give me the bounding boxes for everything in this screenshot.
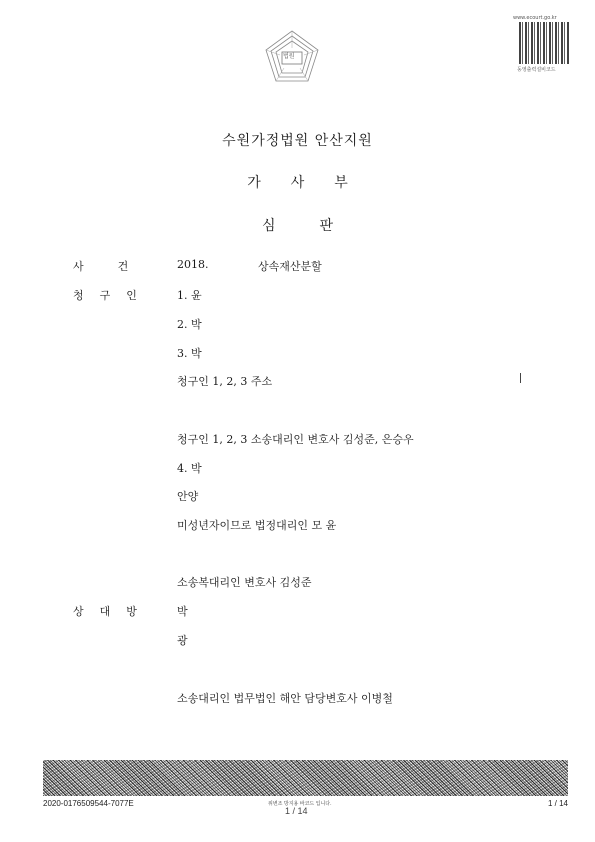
respondent-1: 박 [177, 605, 188, 618]
division-title: 가사부 [247, 175, 378, 191]
barcode-notice: 위변조 방지용 바코드 입니다. [268, 801, 332, 807]
respondent-label: 상대방 [73, 605, 153, 618]
claimant-attorney: 청구인 1, 2, 3 소송대리인 변호사 김성준, 은승우 [177, 433, 414, 446]
case-number: 2018. [177, 258, 209, 271]
claimant-location: 안양 [177, 490, 199, 503]
qr-url: www.ecourt.go.kr [513, 15, 557, 21]
claimant-2: 2. 박 [177, 318, 202, 331]
claimant-guardian: 미성년자이므로 법정대리인 모 윤 [177, 519, 337, 532]
document-type: 심판 [261, 218, 378, 234]
qr-code [519, 22, 569, 64]
court-name: 수원가정법원 안산지원 [222, 133, 373, 149]
anti-forgery-barcode [43, 760, 568, 796]
seal-label: 법원 [283, 53, 295, 60]
respondent-2: 광 [177, 634, 188, 647]
address-mark [520, 373, 521, 383]
document-id: 2020-0176509544-7077E [43, 799, 134, 808]
sub-attorney: 소송복대리인 변호사 김성준 [177, 576, 312, 589]
claimant-address: 청구인 1, 2, 3 주소 [177, 375, 273, 388]
page-number-center: 1 / 14 [285, 806, 308, 816]
claimant-label: 청구인 [73, 289, 153, 302]
qr-caption: 동영출력설비코드 [517, 67, 556, 73]
respondent-attorney: 소송대리인 법무법인 해안 담당변호사 이병철 [177, 692, 393, 705]
claimant-4: 4. 박 [177, 462, 202, 475]
claimant-1: 1. 윤 [177, 289, 202, 302]
case-label: 사건 [73, 260, 163, 273]
claimant-3: 3. 박 [177, 347, 202, 360]
page-number-right: 1 / 14 [547, 799, 568, 808]
case-title: 상속재산분할 [258, 260, 322, 273]
